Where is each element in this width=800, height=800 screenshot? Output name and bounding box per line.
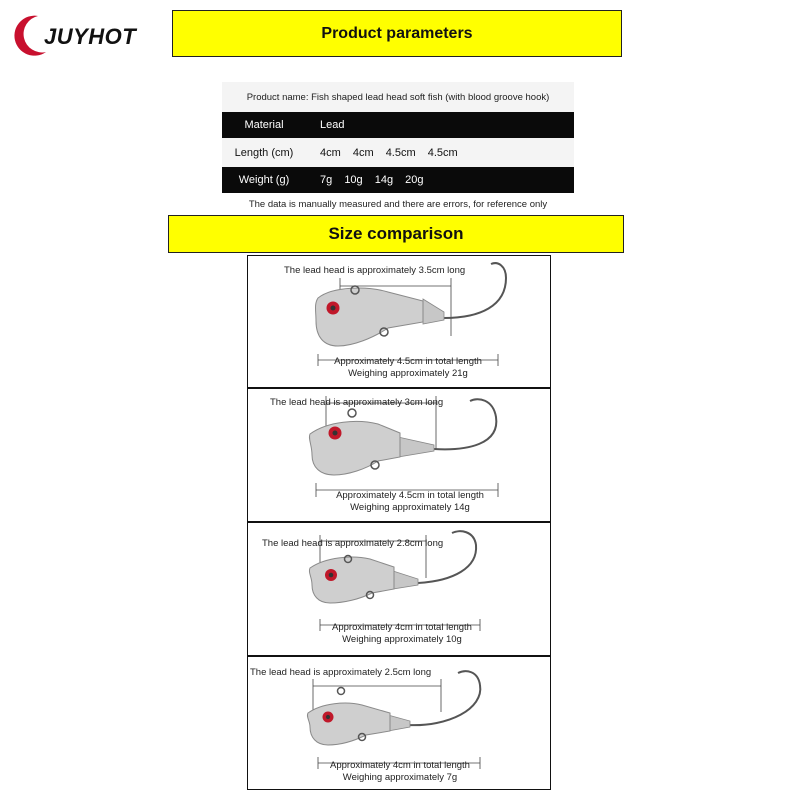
- row-value: 4cm: [320, 146, 341, 159]
- row-label: Length (cm): [234, 146, 294, 159]
- row-value: 4.5cm: [427, 146, 458, 159]
- comparison-panel-7g: [247, 656, 551, 790]
- lead-head-length: The lead head is approximately 3.5cm long: [284, 265, 466, 276]
- comparison-panel-10g: [247, 522, 551, 656]
- total-length: Approximately 4.5cm in total length: [334, 356, 482, 367]
- note-text: The data is manually measured and there are errors, for reference only: [248, 198, 548, 210]
- row-value: 4.5cm: [385, 146, 416, 159]
- product-name: Product name: Fish shaped lead head soft fish (with blood groove hook): [246, 91, 550, 103]
- total-info: [300, 760, 500, 784]
- total-info: [310, 490, 510, 514]
- comparison-panel-14g: [247, 388, 551, 522]
- length-row: [222, 138, 574, 167]
- total-info: [308, 356, 508, 380]
- total-length: Approximately 4.5cm in total length: [336, 490, 484, 501]
- row-value: 7g: [320, 174, 333, 186]
- row-value: 10g: [344, 174, 363, 186]
- disclaimer-note: [222, 193, 574, 215]
- brand-logo: [8, 10, 158, 60]
- weight: Weighing approximately 21g: [348, 368, 468, 379]
- material-row: [222, 112, 574, 138]
- weight-row: [222, 167, 574, 193]
- comparison-panel-21g: [247, 255, 551, 388]
- row-value: Lead: [320, 119, 345, 131]
- parameters-table: [222, 82, 574, 215]
- lead-head-length: The lead head is approximately 2.5cm long: [250, 667, 432, 678]
- product-name-row: [222, 82, 574, 112]
- row-label: Material: [244, 119, 284, 131]
- weight: Weighing approximately 14g: [350, 502, 470, 513]
- lead-head-length: The lead head is approximately 3cm long: [270, 397, 444, 408]
- lead-head-length: The lead head is approximately 2.8cm long: [262, 538, 444, 549]
- row-label: Weight (g): [238, 174, 290, 186]
- size-comparison-banner: [168, 215, 624, 253]
- logo-text: JUYHOT: [44, 24, 137, 49]
- banner-title: Product parameters: [321, 24, 473, 42]
- row-value: 14g: [374, 174, 394, 186]
- total-length: Approximately 4cm in total length: [330, 760, 470, 771]
- weight: Weighing approximately 7g: [342, 772, 458, 783]
- weight: Weighing approximately 10g: [342, 634, 462, 645]
- product-parameters-banner: [172, 10, 622, 57]
- row-value: 20g: [405, 174, 424, 186]
- row-value: 4cm: [352, 146, 374, 159]
- banner-title: Size comparison: [328, 224, 464, 243]
- total-info: [302, 622, 502, 646]
- total-length: Approximately 4cm in total length: [332, 622, 472, 633]
